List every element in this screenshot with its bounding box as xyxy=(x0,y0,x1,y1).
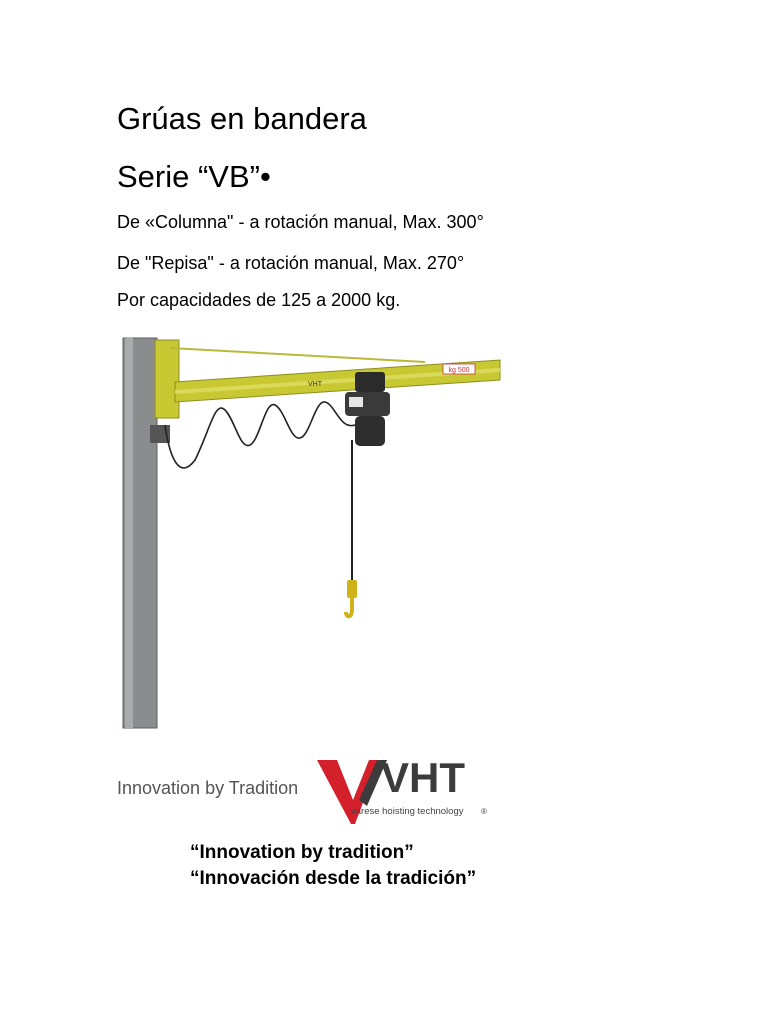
vht-logo xyxy=(315,740,495,828)
spec-line-bracket: De "Repisa" - a rotación manual, Max. 270° xyxy=(117,253,465,273)
column-head xyxy=(155,340,179,418)
logo-text: VHT xyxy=(381,754,465,801)
tie-rod xyxy=(170,348,425,362)
spec-line-column: De «Columna" - a rotación manual, Max. 300° xyxy=(117,212,484,232)
jib-crane-illustration xyxy=(100,330,510,740)
festoon-cable xyxy=(165,402,355,468)
hook xyxy=(346,598,352,616)
hook-block xyxy=(347,580,357,598)
column-highlight xyxy=(125,338,133,728)
hoist-body xyxy=(355,416,385,446)
logo-subtitle: varese hoisting technology xyxy=(351,806,464,817)
series-title: Serie “VB”• xyxy=(117,159,271,194)
beam-capacity-text: kg 500 xyxy=(448,367,470,374)
brand-row xyxy=(117,740,537,830)
logo-registered-mark: ® xyxy=(481,807,487,816)
beam-brand-text: VHT xyxy=(308,381,322,388)
quote-english: “Innovation by tradition” xyxy=(190,842,414,863)
hoist-trolley xyxy=(355,372,385,392)
brand-tagline: Innovation by Tradition xyxy=(117,778,299,798)
spec-line-capacity: Por capacidades de 125 a 2000 kg. xyxy=(117,290,401,310)
quote-spanish: “Innovación desde la tradición” xyxy=(190,868,477,889)
page-title: Grúas en bandera xyxy=(117,101,367,136)
hoist-plate xyxy=(349,397,363,407)
